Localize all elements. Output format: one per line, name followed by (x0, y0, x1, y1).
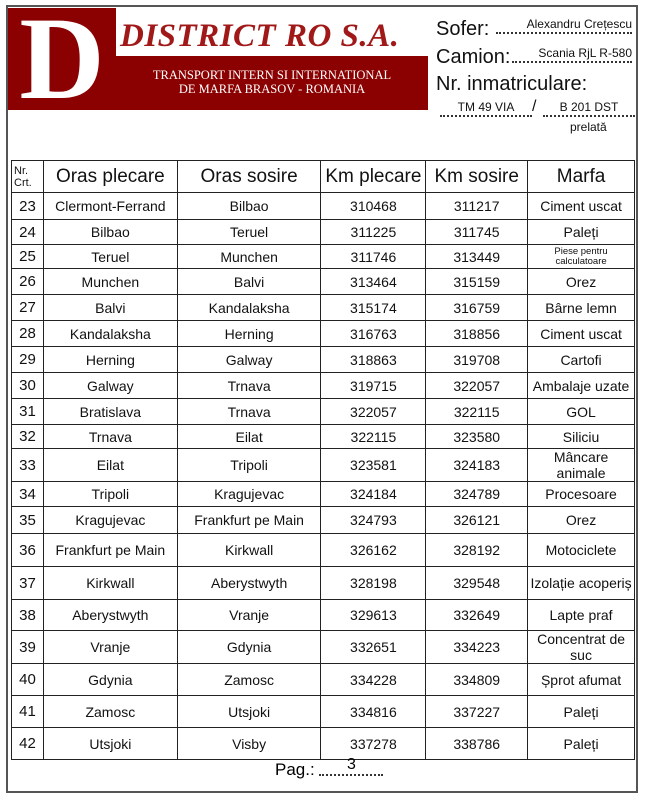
page-number (275, 756, 383, 782)
inmatriculare-label: Nr. inmatriculare: (436, 73, 588, 95)
sofer-value: Alexandru Crețescu (496, 17, 632, 34)
km-end: 318856 (426, 321, 528, 347)
km-start: 322057 (321, 399, 426, 425)
table-row (12, 220, 635, 245)
row-number: 28 (12, 321, 44, 347)
cargo: Paleți (528, 696, 635, 728)
logo-letter: D (19, 0, 105, 124)
destination-city: Bilbao (177, 193, 321, 220)
table-row (12, 373, 635, 399)
destination-city: Kragujevac (177, 482, 321, 507)
row-number: 30 (12, 373, 44, 399)
cargo: Paleți (528, 220, 635, 245)
company-logo (8, 0, 428, 124)
row-number: 37 (12, 567, 44, 600)
origin-city: Aberystwyth (43, 600, 177, 631)
km-start: 322115 (321, 425, 426, 449)
row-number: 36 (12, 534, 44, 567)
destination-city: Gdynia (177, 631, 321, 664)
row-number: 32 (12, 425, 44, 449)
origin-city: Bratislava (43, 399, 177, 425)
km-end: 328192 (426, 534, 528, 567)
row-number: 27 (12, 295, 44, 321)
table-row (12, 631, 635, 664)
table-row (12, 728, 635, 760)
cargo: Șprot afumat (528, 664, 635, 696)
cargo: Orez (528, 507, 635, 534)
km-start: 337278 (321, 728, 426, 760)
km-end: 326121 (426, 507, 528, 534)
destination-city: Galway (177, 347, 321, 373)
origin-city: Eilat (43, 449, 177, 482)
cargo: Concentrat de suc (528, 631, 635, 664)
table-row (12, 600, 635, 631)
camion-value: Scania RjL R-580 (512, 46, 632, 63)
row-number: 29 (12, 347, 44, 373)
origin-city: Kandalaksha (43, 321, 177, 347)
origin-city: Vranje (43, 631, 177, 664)
destination-city: Utsjoki (177, 696, 321, 728)
km-end: 332649 (426, 600, 528, 631)
tagline-2: DE MARFA BRASOV - ROMANIA (178, 82, 366, 96)
page-label: Pag.: (275, 760, 315, 779)
destination-city: Trnava (177, 399, 321, 425)
destination-city: Visby (177, 728, 321, 760)
km-end: 322115 (426, 399, 528, 425)
origin-city: Frankfurt pe Main (43, 534, 177, 567)
row-number: 33 (12, 449, 44, 482)
cargo: Paleți (528, 728, 635, 760)
table-row (12, 269, 635, 295)
cargo: Ciment uscat (528, 193, 635, 220)
origin-city: Teruel (43, 245, 177, 269)
col-nr: Nr. Crt. (12, 161, 44, 193)
row-number: 24 (12, 220, 44, 245)
km-start: 332651 (321, 631, 426, 664)
km-end: 324183 (426, 449, 528, 482)
km-start: 310468 (321, 193, 426, 220)
cargo: Ambalaje uzate (528, 373, 635, 399)
col-oras-sosire: Oras sosire (177, 161, 321, 193)
km-start: 328198 (321, 567, 426, 600)
cargo: Bârne lemn (528, 295, 635, 321)
km-start: 326162 (321, 534, 426, 567)
km-end: 319708 (426, 347, 528, 373)
origin-city: Clermont-Ferrand (43, 193, 177, 220)
col-marfa: Marfa (528, 161, 635, 193)
km-end: 337227 (426, 696, 528, 728)
row-number: 38 (12, 600, 44, 631)
destination-city: Kirkwall (177, 534, 321, 567)
km-start: 311746 (321, 245, 426, 269)
km-start: 315174 (321, 295, 426, 321)
row-number: 34 (12, 482, 44, 507)
plate-separator: / (532, 98, 537, 115)
plate-1: TM 49 VIA (440, 100, 532, 117)
row-number: 39 (12, 631, 44, 664)
destination-city: Aberystwyth (177, 567, 321, 600)
table-row (12, 399, 635, 425)
row-number: 35 (12, 507, 44, 534)
cargo: Izolație acoperiș (528, 567, 635, 600)
destination-city: Zamosc (177, 664, 321, 696)
origin-city: Utsjoki (43, 728, 177, 760)
table-row (12, 567, 635, 600)
origin-city: Munchen (43, 269, 177, 295)
cargo: Motociclete (528, 534, 635, 567)
cargo: Procesoare (528, 482, 635, 507)
km-end: 315159 (426, 269, 528, 295)
row-number: 40 (12, 664, 44, 696)
cargo: Cartofi (528, 347, 635, 373)
km-start: 316763 (321, 321, 426, 347)
row-number: 25 (12, 245, 44, 269)
km-end: 334809 (426, 664, 528, 696)
km-start: 324793 (321, 507, 426, 534)
row-number: 23 (12, 193, 44, 220)
origin-city: Herning (43, 347, 177, 373)
km-end: 322057 (426, 373, 528, 399)
origin-city: Trnava (43, 425, 177, 449)
km-end: 334223 (426, 631, 528, 664)
company-name: DISTRICT RO S.A. (120, 18, 400, 54)
trip-table (11, 160, 635, 760)
km-start: 311225 (321, 220, 426, 245)
km-start: 334228 (321, 664, 426, 696)
table-row (12, 347, 635, 373)
km-start: 324184 (321, 482, 426, 507)
cargo: Siliciu (528, 425, 635, 449)
km-start: 334816 (321, 696, 426, 728)
table-header (12, 161, 635, 193)
trailer-note: prelată (570, 120, 607, 134)
km-end: 324789 (426, 482, 528, 507)
col-km-plecare: Km plecare (321, 161, 426, 193)
origin-city: Zamosc (43, 696, 177, 728)
destination-city: Munchen (177, 245, 321, 269)
plate-2: B 201 DST (543, 100, 635, 117)
destination-city: Tripoli (177, 449, 321, 482)
km-start: 318863 (321, 347, 426, 373)
origin-city: Kirkwall (43, 567, 177, 600)
table-row (12, 321, 635, 347)
row-number: 31 (12, 399, 44, 425)
km-end: 329548 (426, 567, 528, 600)
row-number: 42 (12, 728, 44, 760)
origin-city: Galway (43, 373, 177, 399)
km-start: 313464 (321, 269, 426, 295)
table-row (12, 696, 635, 728)
table-row (12, 425, 635, 449)
table-row (12, 449, 635, 482)
destination-city: Eilat (177, 425, 321, 449)
km-end: 313449 (426, 245, 528, 269)
col-oras-plecare: Oras plecare (43, 161, 177, 193)
km-end: 316759 (426, 295, 528, 321)
cargo: Orez (528, 269, 635, 295)
destination-city: Trnava (177, 373, 321, 399)
col-km-sosire: Km sosire (426, 161, 528, 193)
table-row (12, 193, 635, 220)
origin-city: Gdynia (43, 664, 177, 696)
destination-city: Balvi (177, 269, 321, 295)
logo-d-box (8, 0, 116, 124)
origin-city: Tripoli (43, 482, 177, 507)
destination-city: Teruel (177, 220, 321, 245)
destination-city: Vranje (177, 600, 321, 631)
origin-city: Bilbao (43, 220, 177, 245)
origin-city: Balvi (43, 295, 177, 321)
table-row (12, 664, 635, 696)
camion-label: Camion: (436, 46, 511, 68)
cargo: GOL (528, 399, 635, 425)
km-end: 311217 (426, 193, 528, 220)
row-number: 26 (12, 269, 44, 295)
km-start: 323581 (321, 449, 426, 482)
table-row (12, 507, 635, 534)
cargo: Lapte praf (528, 600, 635, 631)
cargo: Ciment uscat (528, 321, 635, 347)
table-row (12, 482, 635, 507)
km-start: 319715 (321, 373, 426, 399)
km-start: 329613 (321, 600, 426, 631)
km-end: 338786 (426, 728, 528, 760)
table-row (12, 534, 635, 567)
cargo: Mâncare animale (528, 449, 635, 482)
km-end: 311745 (426, 220, 528, 245)
destination-city: Kandalaksha (177, 295, 321, 321)
tagline-1: TRANSPORT INTERN SI INTERNATIONAL (152, 68, 392, 82)
page-value: 3 (319, 756, 383, 776)
sofer-label: Sofer: (436, 18, 490, 40)
destination-city: Frankfurt pe Main (177, 507, 321, 534)
row-number: 41 (12, 696, 44, 728)
cargo: Piese pentru calculatoare (528, 245, 635, 269)
table-row (12, 295, 635, 321)
origin-city: Kragujevac (43, 507, 177, 534)
table-row (12, 245, 635, 269)
km-end: 323580 (426, 425, 528, 449)
destination-city: Herning (177, 321, 321, 347)
